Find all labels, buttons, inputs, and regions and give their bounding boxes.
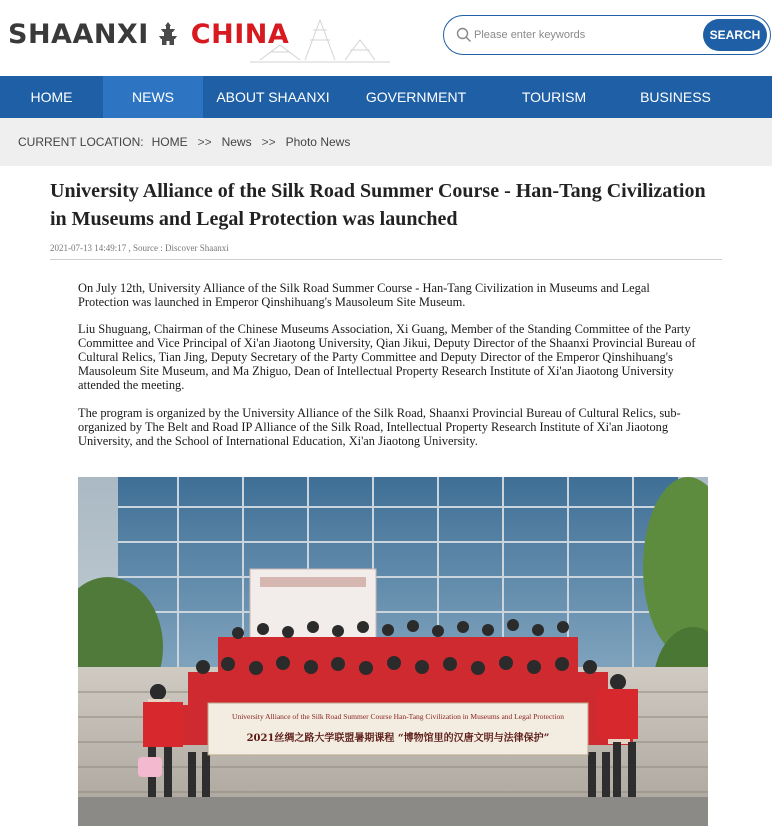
skyline-decoration [250,0,390,70]
nav-business[interactable]: BUSINESS [640,89,711,105]
article-paragraph: On July 12th, University Alliance of the Silk Road Summer Course - Han-Tang Civilization in Museums and Legal Protection was launched in Emperor Qinshihuang's Mausoleum Site Museum. [78,281,650,309]
article-title: University Alliance of the Silk Road Summer Course - Han-Tang Civilization in Museums and Legal Protection was launched [50,180,706,230]
breadcrumb-prefix: CURRENT LOCATION: [18,135,144,149]
logo-text-shaanxi: SHAANXI [8,18,149,50]
article-photo [78,477,708,826]
article-paragraph: Liu Shuguang, Chairman of the Chinese Museums Association, Xi Guang, Member of the Standing Committee of the Party Committee and Vice Principal of Xi'an Jiaotong University, Qian Jikui, Deputy Director of the Shaanxi Provincial Bureau of Cultural Relics, Tian Jing, Deputy Secretary of the Party Committee and Deputy Director of the Emperor Qinshihuang's Mausoleum Site Museum, and Ma Zhiguo, Dean of Intellectual Property Research Institute of Xi'an Jiaotong University attended the meeting. [78,322,696,392]
search-input[interactable] [474,24,694,46]
title-divider [50,259,722,260]
banner-english-text: University Alliance of the Silk Road Summer Course Han-Tang Civilization in Museums and Legal Protection [232,712,564,721]
pagoda-icon [157,21,179,47]
site-header [0,0,772,76]
breadcrumb-news[interactable]: News [221,135,252,149]
breadcrumb-bar [0,118,772,166]
search-button[interactable]: SEARCH [703,19,767,51]
group-photo-illustration [78,477,708,826]
breadcrumb-home[interactable]: HOME [151,135,188,149]
breadcrumb-separator: >> [197,135,212,149]
search-icon [456,27,472,43]
article-meta: 2021-07-13 14:49:17 , Source : Discover Shaanxi [50,243,229,253]
nav-home[interactable]: HOME [30,89,73,105]
banner-chinese-text: 2021丝绸之路大学联盟暑期课程 “博物馆里的汉唐文明与法律保护” [246,733,550,744]
breadcrumb [18,135,350,149]
site-logo[interactable] [8,16,289,52]
nav-about-shaanxi[interactable]: ABOUT SHAANXI [216,89,330,105]
search-box [443,15,771,55]
breadcrumb-separator: >> [261,135,276,149]
nav-news[interactable]: NEWS [103,76,203,118]
article-paragraph: The program is organized by the University Alliance of the Silk Road, Shaanxi Provincial Bureau of Cultural Relics, sub-organized by The Belt and Road IP Alliance of the Silk Road, Intellectual Property Research Institute of Xi'an Jiaotong University, and the School of International Education, Xi'an Jiaotong University. [78,406,681,448]
nav-government[interactable]: GOVERNMENT [365,89,467,105]
main-nav [0,76,772,118]
logo-text-china: CHINA [190,18,290,50]
breadcrumb-photo-news[interactable]: Photo News [285,135,351,149]
nav-tourism[interactable]: TOURISM [521,89,587,105]
